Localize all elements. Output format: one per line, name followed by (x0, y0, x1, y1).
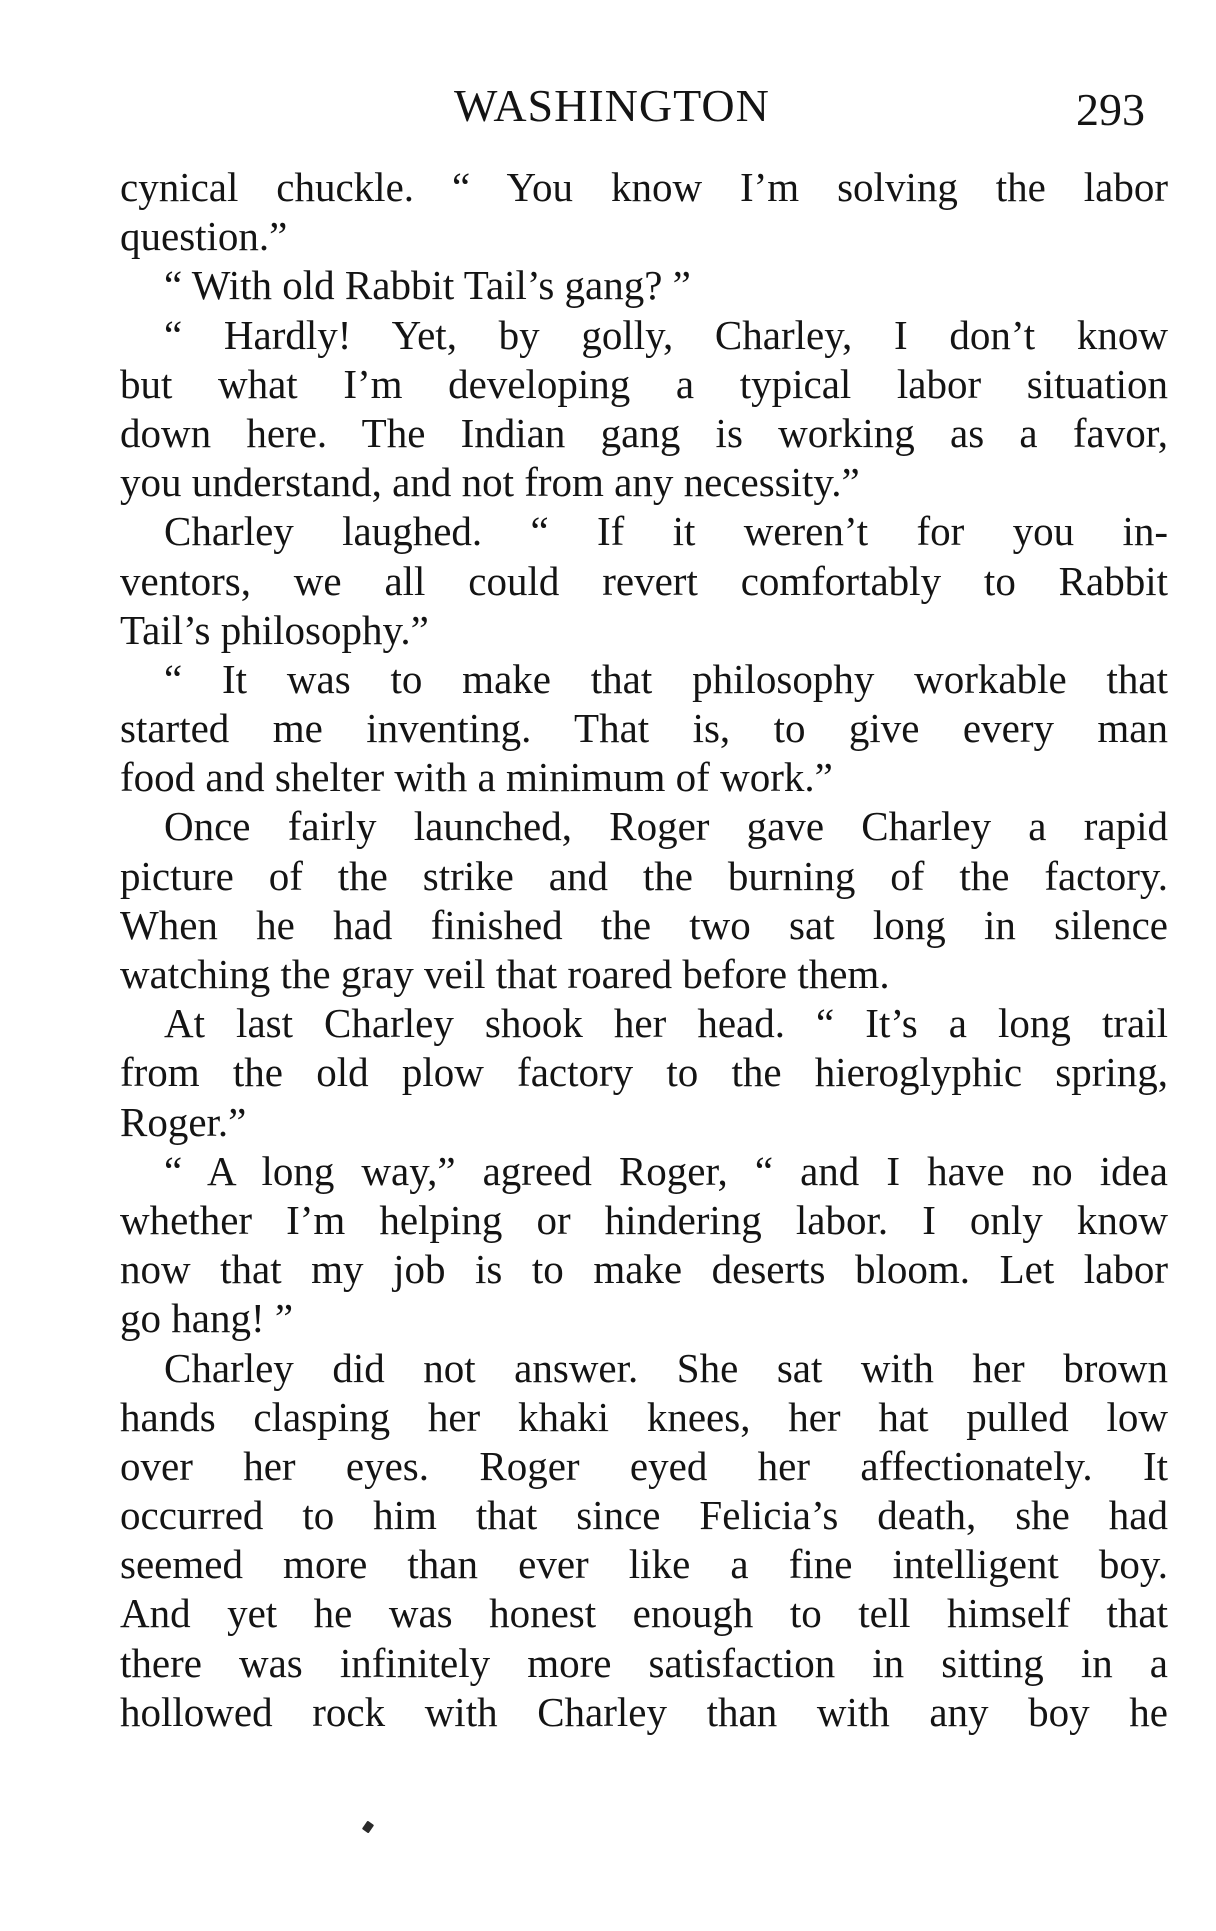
text-line: picture of the strike and the burning of the factory. (120, 852, 1168, 899)
text-line: now that my job is to make deserts bloom. Let labor (120, 1246, 1168, 1293)
text-line: hands clasping her khaki knees, her hat pulled low (120, 1393, 1168, 1440)
ink-speck (362, 1821, 374, 1834)
text-line: started me inventing. That is, to give every man (120, 705, 1168, 752)
page-number: 293 (1076, 84, 1145, 135)
running-header (0, 76, 1216, 136)
running-title: WASHINGTON (454, 80, 770, 131)
text-line: “ With old Rabbit Tail’s gang? ” (164, 262, 691, 309)
text-line: Charley did not answer. She sat with her brown (164, 1344, 1168, 1391)
text-line: Roger.” (120, 1098, 247, 1145)
text-line: hollowed rock with Charley than with any boy he (120, 1688, 1168, 1735)
text-line: down here. The Indian gang is working as a favor, (120, 409, 1168, 456)
text-line: “ A long way,” agreed Roger, “ and I have no idea (164, 1147, 1168, 1194)
text-line: Charley laughed. “ If it weren’t for you in- (164, 508, 1168, 555)
text-line: Once fairly launched, Roger gave Charley a rapid (164, 803, 1168, 850)
text-line: And yet he was honest enough to tell himself that (120, 1590, 1168, 1637)
text-line: from the old plow factory to the hieroglyphic spring, (120, 1049, 1168, 1096)
text-line: “ Hardly! Yet, by golly, Charley, I don’t know (164, 311, 1168, 358)
text-line: over her eyes. Roger eyed her affectionately. It (120, 1442, 1168, 1489)
text-line: ventors, we all could revert comfortably to Rabbit (120, 557, 1168, 604)
text-line: whether I’m helping or hindering labor. I only know (120, 1196, 1168, 1243)
text-line: Tail’s philosophy.” (120, 606, 429, 653)
text-line: watching the gray veil that roared before them. (120, 951, 890, 997)
text-line: there was infinitely more satisfaction in sitting in a (120, 1639, 1168, 1686)
body-text (120, 163, 1168, 1737)
text-line: When he had finished the two sat long in silence (120, 901, 1168, 948)
text-line: seemed more than ever like a fine intelligent boy. (120, 1541, 1168, 1588)
text-line: you understand, and not from any necessity.” (120, 459, 860, 506)
text-line: but what I’m developing a typical labor situation (120, 360, 1168, 407)
text-line: question.” (120, 213, 288, 260)
text-line: At last Charley shook her head. “ It’s a long trail (164, 1000, 1168, 1047)
text-line: go hang! ” (120, 1295, 294, 1342)
text-line: occurred to him that since Felicia’s death, she had (120, 1492, 1168, 1539)
text-line: food and shelter with a minimum of work.” (120, 754, 833, 801)
text-line: cynical chuckle. “ You know I’m solving the labor (120, 164, 1168, 210)
text-line: “ It was to make that philosophy workable that (164, 655, 1168, 702)
